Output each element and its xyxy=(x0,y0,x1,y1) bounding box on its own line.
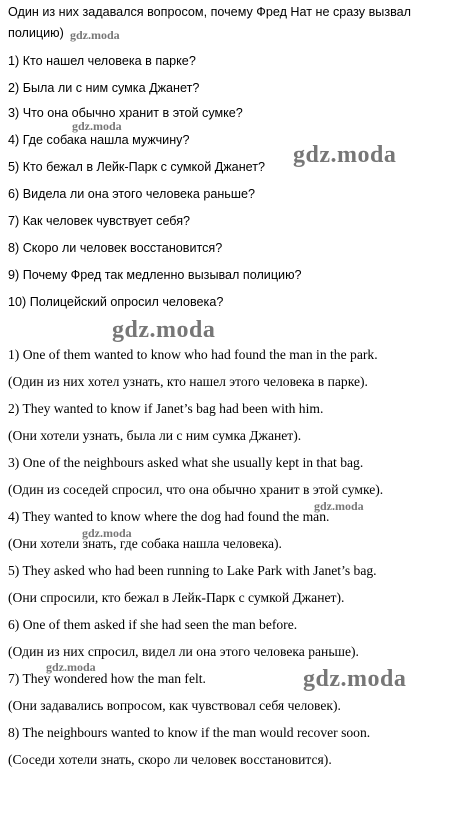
watermark: gdz.moda xyxy=(82,526,132,540)
answer-translation: (Один из них спросил, видел ли она этого человека раньше). xyxy=(8,644,359,659)
question-item: 5) Кто бежал в Лейк-Парк с сумкой Джанет? xyxy=(8,160,266,174)
watermark: gdz.moda xyxy=(112,317,216,343)
question-item: 8) Скоро ли человек восстановится? xyxy=(8,241,223,255)
answer-translation: (Они хотели знать, где собака нашла человека). xyxy=(8,536,282,551)
answer-english: 6) One of them asked if she had seen the man before. xyxy=(8,617,298,632)
answer-english: 5) They asked who had been running to Lake Park with Janet’s bag. xyxy=(8,563,377,578)
question-item: 3) Что она обычно хранит в этой сумке? xyxy=(8,106,243,120)
answer-english: 4) They wanted to know where the dog had found the man. xyxy=(8,509,330,524)
watermark: gdz.moda xyxy=(72,119,122,133)
question-item: 6) Видела ли она этого человека раньше? xyxy=(8,187,255,201)
answer-translation: (Один из соседей спросил, что она обычно хранит в этой сумке). xyxy=(8,482,384,497)
answer-translation: (Они спросили, кто бежал в Лейк-Парк с сумкой Джанет). xyxy=(8,590,345,605)
answer-translation: (Один из них хотел узнать, кто нашел этого человека в парке). xyxy=(8,374,368,389)
answer-translation: (Они хотели узнать, была ли с ним сумка Джанет). xyxy=(8,428,302,443)
intro-line-1: Один из них задавался вопросом, почему Фред Нат не сразу вызвал xyxy=(8,5,411,19)
answer-english: 2) They wanted to know if Janet’s bag had been with him. xyxy=(8,401,324,416)
answer-translation: (Соседи хотели знать, скоро ли человек восстановится). xyxy=(8,752,332,767)
question-item: 10) Полицейский опросил человека? xyxy=(8,295,224,309)
answer-english: 1) One of them wanted to know who had found the man in the park. xyxy=(8,347,378,362)
answer-english: 3) One of the neighbours asked what she usually kept in that bag. xyxy=(8,455,364,470)
question-item: 1) Кто нашел человека в парке? xyxy=(8,54,196,68)
watermark: gdz.moda xyxy=(46,660,96,674)
watermark: gdz.moda xyxy=(70,28,120,42)
watermark: gdz.moda xyxy=(303,666,407,692)
watermark: gdz.moda xyxy=(293,142,397,168)
answer-translation: (Они задавались вопросом, как чувствовал себя человек). xyxy=(8,698,341,713)
question-item: 7) Как человек чувствует себя? xyxy=(8,214,191,228)
question-item: 9) Почему Фред так медленно вызывал полицию? xyxy=(8,268,302,282)
answer-english: 7) They wondered how the man felt. xyxy=(8,671,206,686)
watermark: gdz.moda xyxy=(314,499,364,513)
question-item: 2) Была ли с ним сумка Джанет? xyxy=(8,81,200,95)
answer-english: 8) The neighbours wanted to know if the man would recover soon. xyxy=(8,725,371,740)
question-item: 4) Где собака нашла мужчину? xyxy=(8,133,190,147)
intro-line-2: полицию) xyxy=(8,26,64,40)
